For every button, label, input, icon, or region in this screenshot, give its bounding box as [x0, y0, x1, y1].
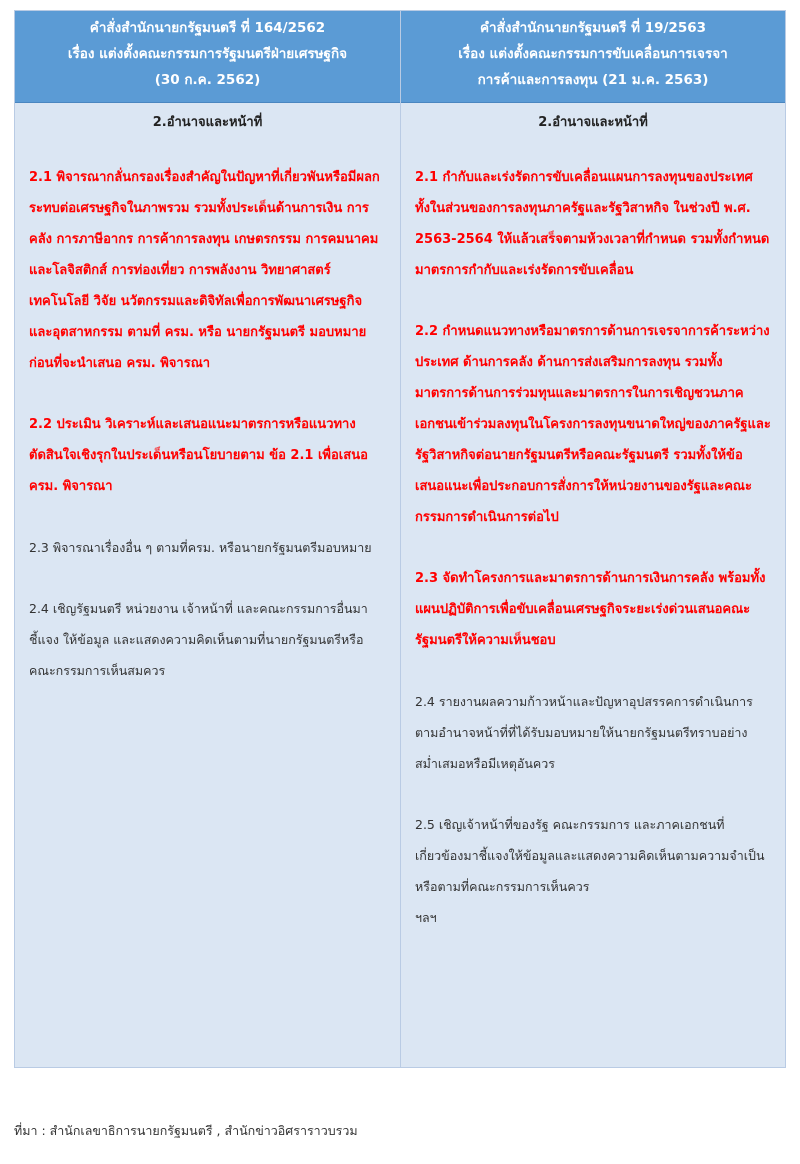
left-column [15, 11, 400, 1067]
right-header-line-1: คำสั่งสำนักนายกรัฐมนตรี ที่ 19/2563 [480, 20, 706, 36]
comparison-table [14, 10, 786, 1068]
right-item-2-1: 2.1 กำกับและเร่งรัดการขับเคลื่อนแผนการลงทุนของประเทศ ทั้งในส่วนของการลงทุนภาครัฐและรัฐวิสาหกิจ ในช่วงปี พ.ศ. 2563-2564 ให้แล้วเสร็จตามห้วงเวลาที่กำหนด รวมทั้งกำหนดมาตรการกำกับและเร่งรัดการขับเคลื่อน [415, 170, 770, 278]
left-item-2-4: 2.4 เชิญรัฐมนตรี หน่วยงาน เจ้าหน้าที่ และคณะกรรมการอื่นมาชี้แจง ให้ข้อมูล และแสดงความคิดเห็นตามที่นายกรัฐมนตรีหรือคณะกรรมการเห็นสมควร [29, 601, 368, 678]
left-column-body [15, 103, 400, 1067]
right-column-body [401, 103, 785, 1067]
left-header-line-2: เรื่อง แต่งตั้งคณะกรรมการรัฐมนตรีฝ่ายเศรษฐกิจ [67, 46, 348, 62]
left-item-2-1: 2.1 พิจารณากลั่นกรองเรื่องสำคัญในปัญหาที่เกี่ยวพันหรือมีผลกระทบต่อเศรษฐกิจในภาพรวม รวมทั้งประเด็นด้านการเงิน การคลัง การภาษีอากร การค้าการลงทุน เกษตรกรรม การคมนาคมและโลจิสติกส์ การท่องเที่ยว การพลังงาน วิทยาศาสตร์ เทคโนโลยี วิจัย นวัตกรรมและดิจิทัลเพื่อการพัฒนาเศรษฐกิจ และอุตสาหกรรม ตามที่ ครม. หรือ นายกรัฐมนตรี มอบหมาย ก่อนที่จะนำเสนอ ครม. พิจารณา [29, 170, 380, 371]
right-header-line-2: เรื่อง แต่งตั้งคณะกรรมการขับเคลื่อนการเจรจา [458, 46, 728, 62]
right-item-etc: ฯลฯ [415, 910, 437, 925]
right-column [400, 11, 785, 1067]
right-header-line-3: การค้าและการลงทุน (21 ม.ค. 2563) [477, 72, 709, 88]
left-column-header [15, 11, 400, 103]
left-item-2-3: 2.3 พิจารณาเรื่องอื่น ๆ ตามที่ครม. หรือนายกรัฐมนตรีมอบหมาย [29, 540, 372, 555]
right-item-2-3: 2.3 จัดทำโครงการและมาตรการด้านการเงินการคลัง พร้อมทั้งแผนปฏิบัติการเพื่อขับเคลื่อนเศรษฐกิจระยะเร่งด่วนเสนอคณะรัฐมนตรีให้ความเห็นชอบ [415, 571, 766, 648]
left-header-line-1: คำสั่งสำนักนายกรัฐมนตรี ที่ 164/2562 [89, 20, 326, 36]
right-column-header [401, 11, 785, 103]
source-note: ที่มา : สำนักเลขาธิการนายกรัฐมนตรี , สำนักข่าวอิศราราวบรวม [14, 1123, 358, 1138]
left-item-2-2: 2.2 ประเมิน วิเคราะห์และเสนอแนะมาตรการหรือแนวทางตัดสินใจเชิงรุกในประเด็นหรือนโยบายตาม ข้อ 2.1 เพื่อเสนอ ครม. พิจารณา [29, 417, 368, 494]
left-subheading: 2.อำนาจและหน้าที่ [152, 115, 263, 130]
right-item-2-2: 2.2 กำหนดแนวทางหรือมาตรการด้านการเจรจาการค้าระหว่างประเทศ ด้านการคลัง ด้านการส่งเสริมการลงทุน รวมทั้งมาตรการด้านการร่วมทุนและมาตรการในการเชิญชวนภาคเอกชนเข้าร่วมลงทุนในโครงการลงทุนขนาดใหญ่ของภาครัฐและรัฐวิสาหกิจต่อนายกรัฐมนตรีหรือคณะรัฐมนตรี รวมทั้งให้ข้อเสนอแนะเพื่อประกอบการสั่งการให้หน่วยงานของรัฐและคณะกรรมการดำเนินการต่อไป [415, 324, 771, 525]
left-header-line-3: (30 ก.ค. 2562) [154, 72, 261, 88]
right-subheading: 2.อำนาจและหน้าที่ [538, 115, 648, 130]
right-item-2-4: 2.4 รายงานผลความก้าวหน้าและปัญหาอุปสรรคการดำเนินการตามอำนาจหน้าที่ที่ได้รับมอบหมายให้นายกรัฐมนตรีทราบอย่างสม่ำเสมอหรือมีเหตุอันควร [415, 694, 753, 771]
right-item-2-5: 2.5 เชิญเจ้าหน้าที่ของรัฐ คณะกรรมการ และภาคเอกชนที่เกี่ยวข้องมาชี้แจงให้ข้อมูลและแสดงความคิดเห็นตามความจำเป็นหรือตามที่คณะกรรมการเห็นควร [415, 817, 765, 894]
